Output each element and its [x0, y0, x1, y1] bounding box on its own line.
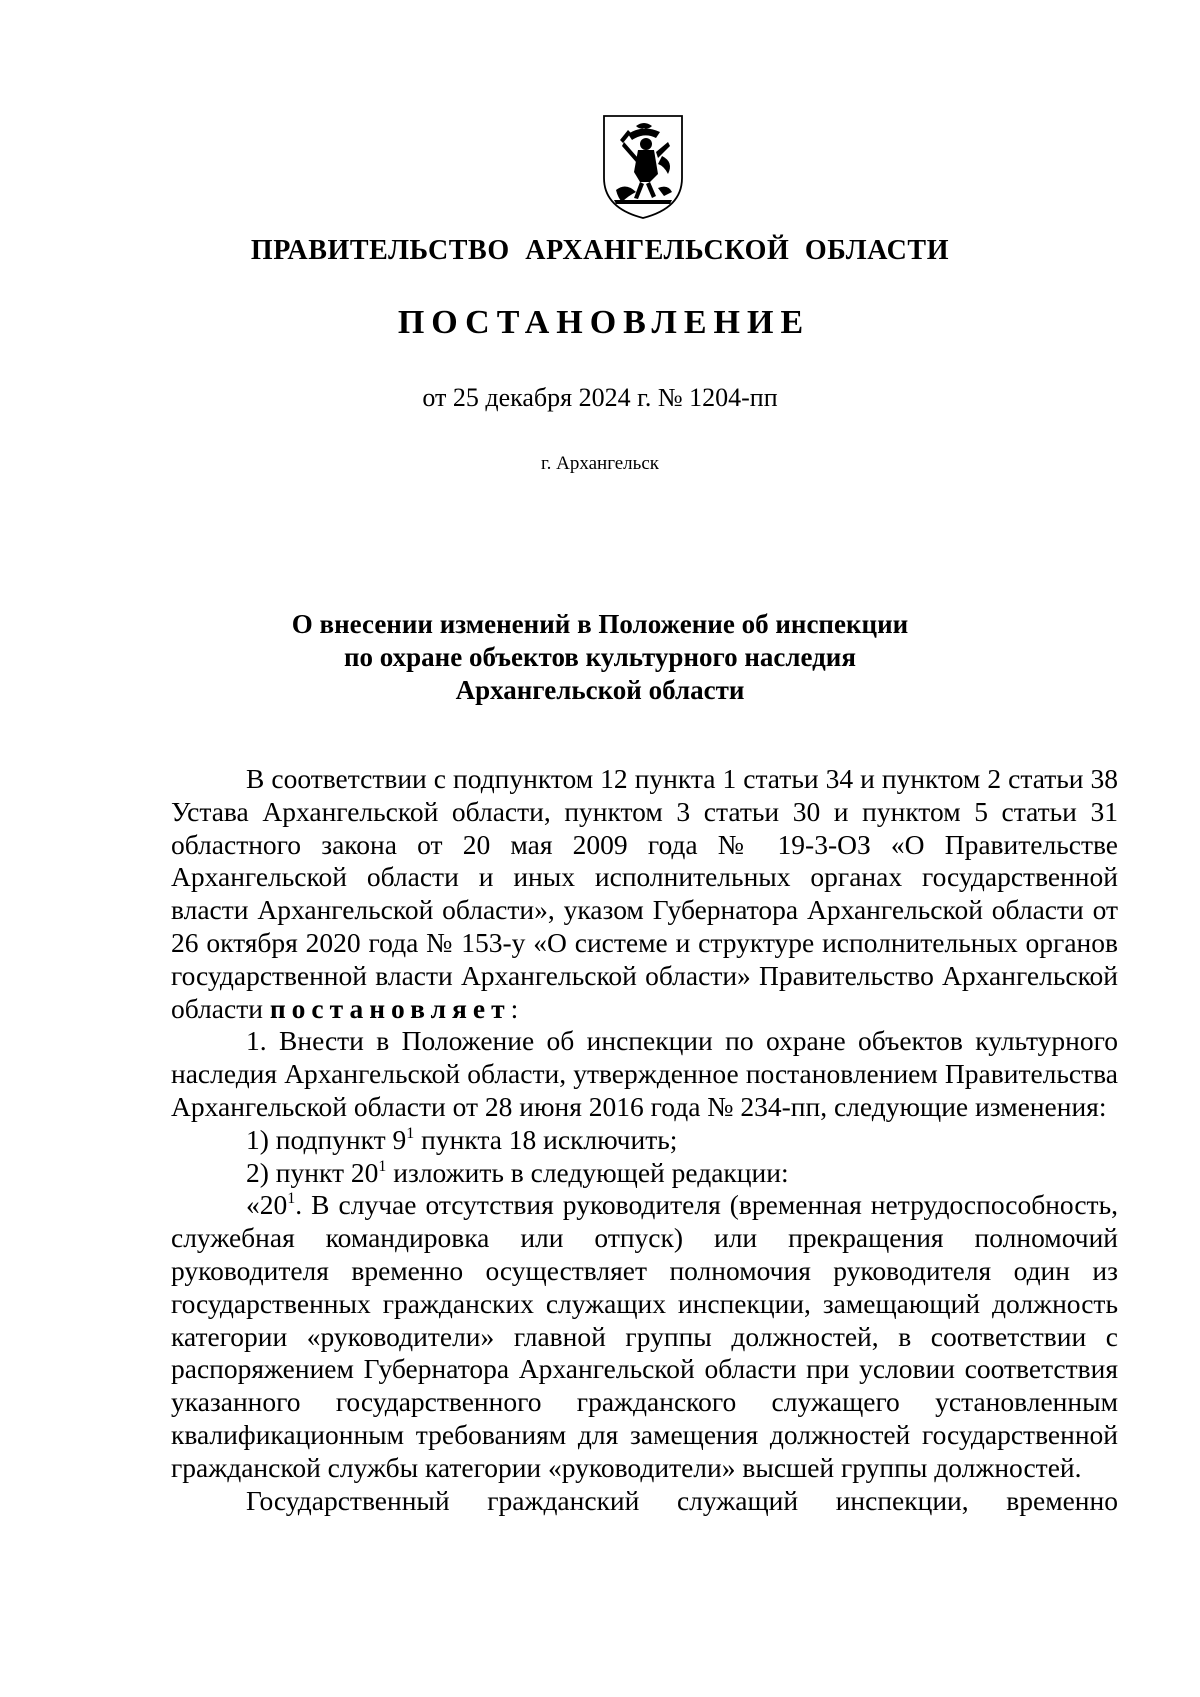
- document-title: [0, 608, 1200, 707]
- resolves-word: постановляет: [269, 992, 511, 1024]
- quoted-clause-paragraph: [171, 1189, 1118, 1484]
- title-line: О внесении изменений в Положение об инспекции: [291, 609, 909, 639]
- subitem-2-text: 2) пункт 20: [246, 1156, 379, 1188]
- coat-of-arms-emblem: [598, 112, 688, 222]
- item-1-paragraph: 1. Внести в Положение об инспекции по охране объектов культурного наследия Архангельской области, утвержденное постановлением Правительства Архангельской области от 28 июня 2016 года № 234-пп, следующие изменения:: [171, 1025, 1118, 1122]
- government-name: ПРАВИТЕЛЬСТВО АРХАНГЕЛЬСКОЙ ОБЛАСТИ: [250, 235, 950, 266]
- document-date-number: от 25 декабря 2024 г. № 1204-пп: [422, 383, 778, 412]
- subitem-1-text-end: пункта 18 исключить;: [414, 1123, 678, 1155]
- document-body: [171, 763, 1118, 1517]
- document-city: г. Архангельск: [540, 453, 659, 474]
- preamble-paragraph: [171, 763, 1118, 1025]
- quoted-clause-number: «20: [246, 1189, 288, 1221]
- superscript: 1: [406, 1124, 415, 1142]
- title-line: Архангельской области: [455, 675, 745, 705]
- subitem-1-text: 1) подпункт 9: [246, 1123, 407, 1155]
- document-type: ПОСТАНОВЛЕНИЕ: [397, 304, 811, 341]
- subitem-2-text-end: изложить в следующей редакции:: [386, 1156, 789, 1188]
- continued-paragraph: Государственный гражданский служащий инспекции, временно: [246, 1484, 1118, 1516]
- subitem-1-paragraph: [171, 1124, 1118, 1157]
- preamble-colon: :: [510, 992, 519, 1024]
- preamble-text: В соответствии с подпунктом 12 пункта 1 статьи 34 и пунктом 2 статьи 38 Устава Архангельской области, пунктом 3 статьи 30 и пунктом 5 статьи 31 областного закона от 20 мая 2009 года № 19-3-ОЗ «О Правительстве Архангельской области и иных исполнительных органах государственной власти Архангельской области», указом Губернатора Архангельской области от 26 октября 2020 года № 153-у «О системе и структуре исполнительных органов государственной власти Архангельской области» Правительство Архангельской области: [171, 763, 1118, 1024]
- title-line: по охране объектов культурного наследия: [344, 642, 856, 672]
- quoted-clause-text: . В случае отсутствия руководителя (временная нетрудоспособность, служебная командировка или отпуск) или прекращения полномочий руководителя временно осуществляет полномочия руководителя один из государственных гражданских служащих инспекции, замещающий должность категории «руководители» главной группы должностей, в соответствии с распоряжением Губернатора Архангельской области при условии соответствия указанного государственного гражданского служащего установленным квалификационным требованиям для замещения должностей государственной гражданской службы категории «руководители» высшей группы должностей.: [171, 1189, 1118, 1483]
- superscript: 1: [287, 1190, 296, 1208]
- subitem-2-paragraph: [171, 1157, 1118, 1190]
- superscript: 1: [378, 1157, 387, 1175]
